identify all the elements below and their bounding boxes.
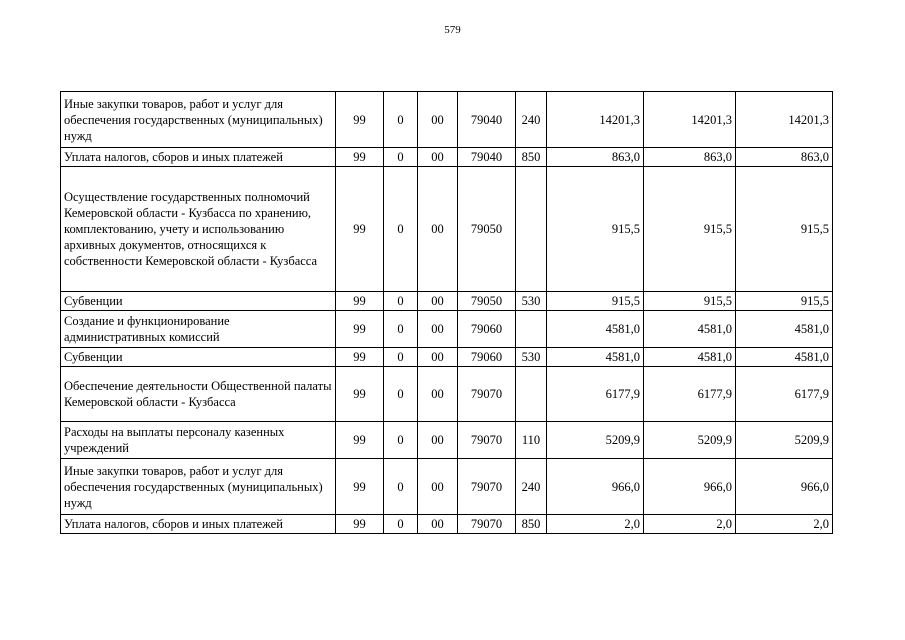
- target-article-cell: 79060: [458, 311, 516, 348]
- amount-year-2-cell: 915,5: [644, 292, 736, 311]
- target-article-cell: 79060: [458, 348, 516, 367]
- table-row: [61, 292, 833, 311]
- subsection-code-cell: 0: [384, 459, 418, 515]
- expense-type-cell: 850: [516, 148, 547, 167]
- section-code-cell: 99: [336, 515, 384, 534]
- table-row: [61, 459, 833, 515]
- target-article-cell: 79070: [458, 422, 516, 459]
- subsection-code-cell: 0: [384, 367, 418, 422]
- program-code-cell: 00: [418, 348, 458, 367]
- program-code-cell: 00: [418, 459, 458, 515]
- target-article-cell: 79070: [458, 459, 516, 515]
- table-row: [61, 167, 833, 292]
- program-code-cell: 00: [418, 515, 458, 534]
- section-code-cell: 99: [336, 148, 384, 167]
- section-code-cell: 99: [336, 422, 384, 459]
- amount-year-2-cell: 2,0: [644, 515, 736, 534]
- subsection-code-cell: 0: [384, 92, 418, 148]
- section-code-cell: 99: [336, 167, 384, 292]
- amount-year-1-cell: 915,5: [547, 167, 644, 292]
- table-row: [61, 348, 833, 367]
- amount-year-2-cell: 915,5: [644, 167, 736, 292]
- program-code-cell: 00: [418, 422, 458, 459]
- expense-type-cell: 240: [516, 459, 547, 515]
- program-code-cell: 00: [418, 292, 458, 311]
- amount-year-1-cell: 2,0: [547, 515, 644, 534]
- expense-name-cell: Создание и функционирование административных комиссий: [61, 311, 336, 348]
- amount-year-3-cell: 14201,3: [736, 92, 833, 148]
- expense-type-cell: [516, 367, 547, 422]
- amount-year-1-cell: 4581,0: [547, 311, 644, 348]
- section-code-cell: 99: [336, 367, 384, 422]
- expense-type-cell: 530: [516, 348, 547, 367]
- amount-year-1-cell: 863,0: [547, 148, 644, 167]
- subsection-code-cell: 0: [384, 148, 418, 167]
- section-code-cell: 99: [336, 292, 384, 311]
- expense-name-cell: Иные закупки товаров, работ и услуг для обеспечения государственных (муниципальных) нужд: [61, 459, 336, 515]
- program-code-cell: 00: [418, 167, 458, 292]
- target-article-cell: 79040: [458, 92, 516, 148]
- amount-year-2-cell: 5209,9: [644, 422, 736, 459]
- amount-year-2-cell: 6177,9: [644, 367, 736, 422]
- expense-name-cell: Обеспечение деятельности Общественной палаты Кемеровской области - Кузбасса: [61, 367, 336, 422]
- program-code-cell: 00: [418, 367, 458, 422]
- subsection-code-cell: 0: [384, 311, 418, 348]
- expense-type-cell: 110: [516, 422, 547, 459]
- table-row: [61, 311, 833, 348]
- target-article-cell: 79050: [458, 167, 516, 292]
- expense-name-cell: Расходы на выплаты персоналу казенных учреждений: [61, 422, 336, 459]
- amount-year-3-cell: 863,0: [736, 148, 833, 167]
- budget-table: [60, 91, 833, 534]
- subsection-code-cell: 0: [384, 348, 418, 367]
- expense-name-cell: Осуществление государственных полномочий Кемеровской области - Кузбасса по хранению, комплектованию, учету и использованию архивных документов, относящихся к собственности Кемеровской области - Кузбасса: [61, 167, 336, 292]
- subsection-code-cell: 0: [384, 167, 418, 292]
- expense-type-cell: [516, 167, 547, 292]
- expense-type-cell: 530: [516, 292, 547, 311]
- amount-year-2-cell: 966,0: [644, 459, 736, 515]
- amount-year-1-cell: 915,5: [547, 292, 644, 311]
- page-number: 579: [444, 24, 461, 36]
- amount-year-1-cell: 6177,9: [547, 367, 644, 422]
- subsection-code-cell: 0: [384, 422, 418, 459]
- subsection-code-cell: 0: [384, 515, 418, 534]
- amount-year-3-cell: 2,0: [736, 515, 833, 534]
- expense-type-cell: 240: [516, 92, 547, 148]
- target-article-cell: 79070: [458, 515, 516, 534]
- amount-year-3-cell: 966,0: [736, 459, 833, 515]
- target-article-cell: 79040: [458, 148, 516, 167]
- target-article-cell: 79050: [458, 292, 516, 311]
- expense-type-cell: [516, 311, 547, 348]
- amount-year-1-cell: 4581,0: [547, 348, 644, 367]
- amount-year-3-cell: 4581,0: [736, 348, 833, 367]
- expense-type-cell: 850: [516, 515, 547, 534]
- program-code-cell: 00: [418, 148, 458, 167]
- program-code-cell: 00: [418, 92, 458, 148]
- expense-name-cell: Уплата налогов, сборов и иных платежей: [61, 148, 336, 167]
- expense-name-cell: Иные закупки товаров, работ и услуг для обеспечения государственных (муниципальных) нужд: [61, 92, 336, 148]
- expense-name-cell: Субвенции: [61, 348, 336, 367]
- table-row: [61, 367, 833, 422]
- amount-year-3-cell: 4581,0: [736, 311, 833, 348]
- program-code-cell: 00: [418, 311, 458, 348]
- table-row: [61, 92, 833, 148]
- amount-year-2-cell: 14201,3: [644, 92, 736, 148]
- amount-year-3-cell: 5209,9: [736, 422, 833, 459]
- table-row: [61, 515, 833, 534]
- amount-year-2-cell: 4581,0: [644, 348, 736, 367]
- target-article-cell: 79070: [458, 367, 516, 422]
- section-code-cell: 99: [336, 311, 384, 348]
- expense-name-cell: Уплата налогов, сборов и иных платежей: [61, 515, 336, 534]
- amount-year-1-cell: 14201,3: [547, 92, 644, 148]
- amount-year-3-cell: 6177,9: [736, 367, 833, 422]
- amount-year-3-cell: 915,5: [736, 292, 833, 311]
- section-code-cell: 99: [336, 348, 384, 367]
- section-code-cell: 99: [336, 92, 384, 148]
- table-row: [61, 422, 833, 459]
- section-code-cell: 99: [336, 459, 384, 515]
- table-row: [61, 148, 833, 167]
- amount-year-2-cell: 4581,0: [644, 311, 736, 348]
- expense-name-cell: Субвенции: [61, 292, 336, 311]
- subsection-code-cell: 0: [384, 292, 418, 311]
- amount-year-1-cell: 5209,9: [547, 422, 644, 459]
- amount-year-1-cell: 966,0: [547, 459, 644, 515]
- amount-year-2-cell: 863,0: [644, 148, 736, 167]
- amount-year-3-cell: 915,5: [736, 167, 833, 292]
